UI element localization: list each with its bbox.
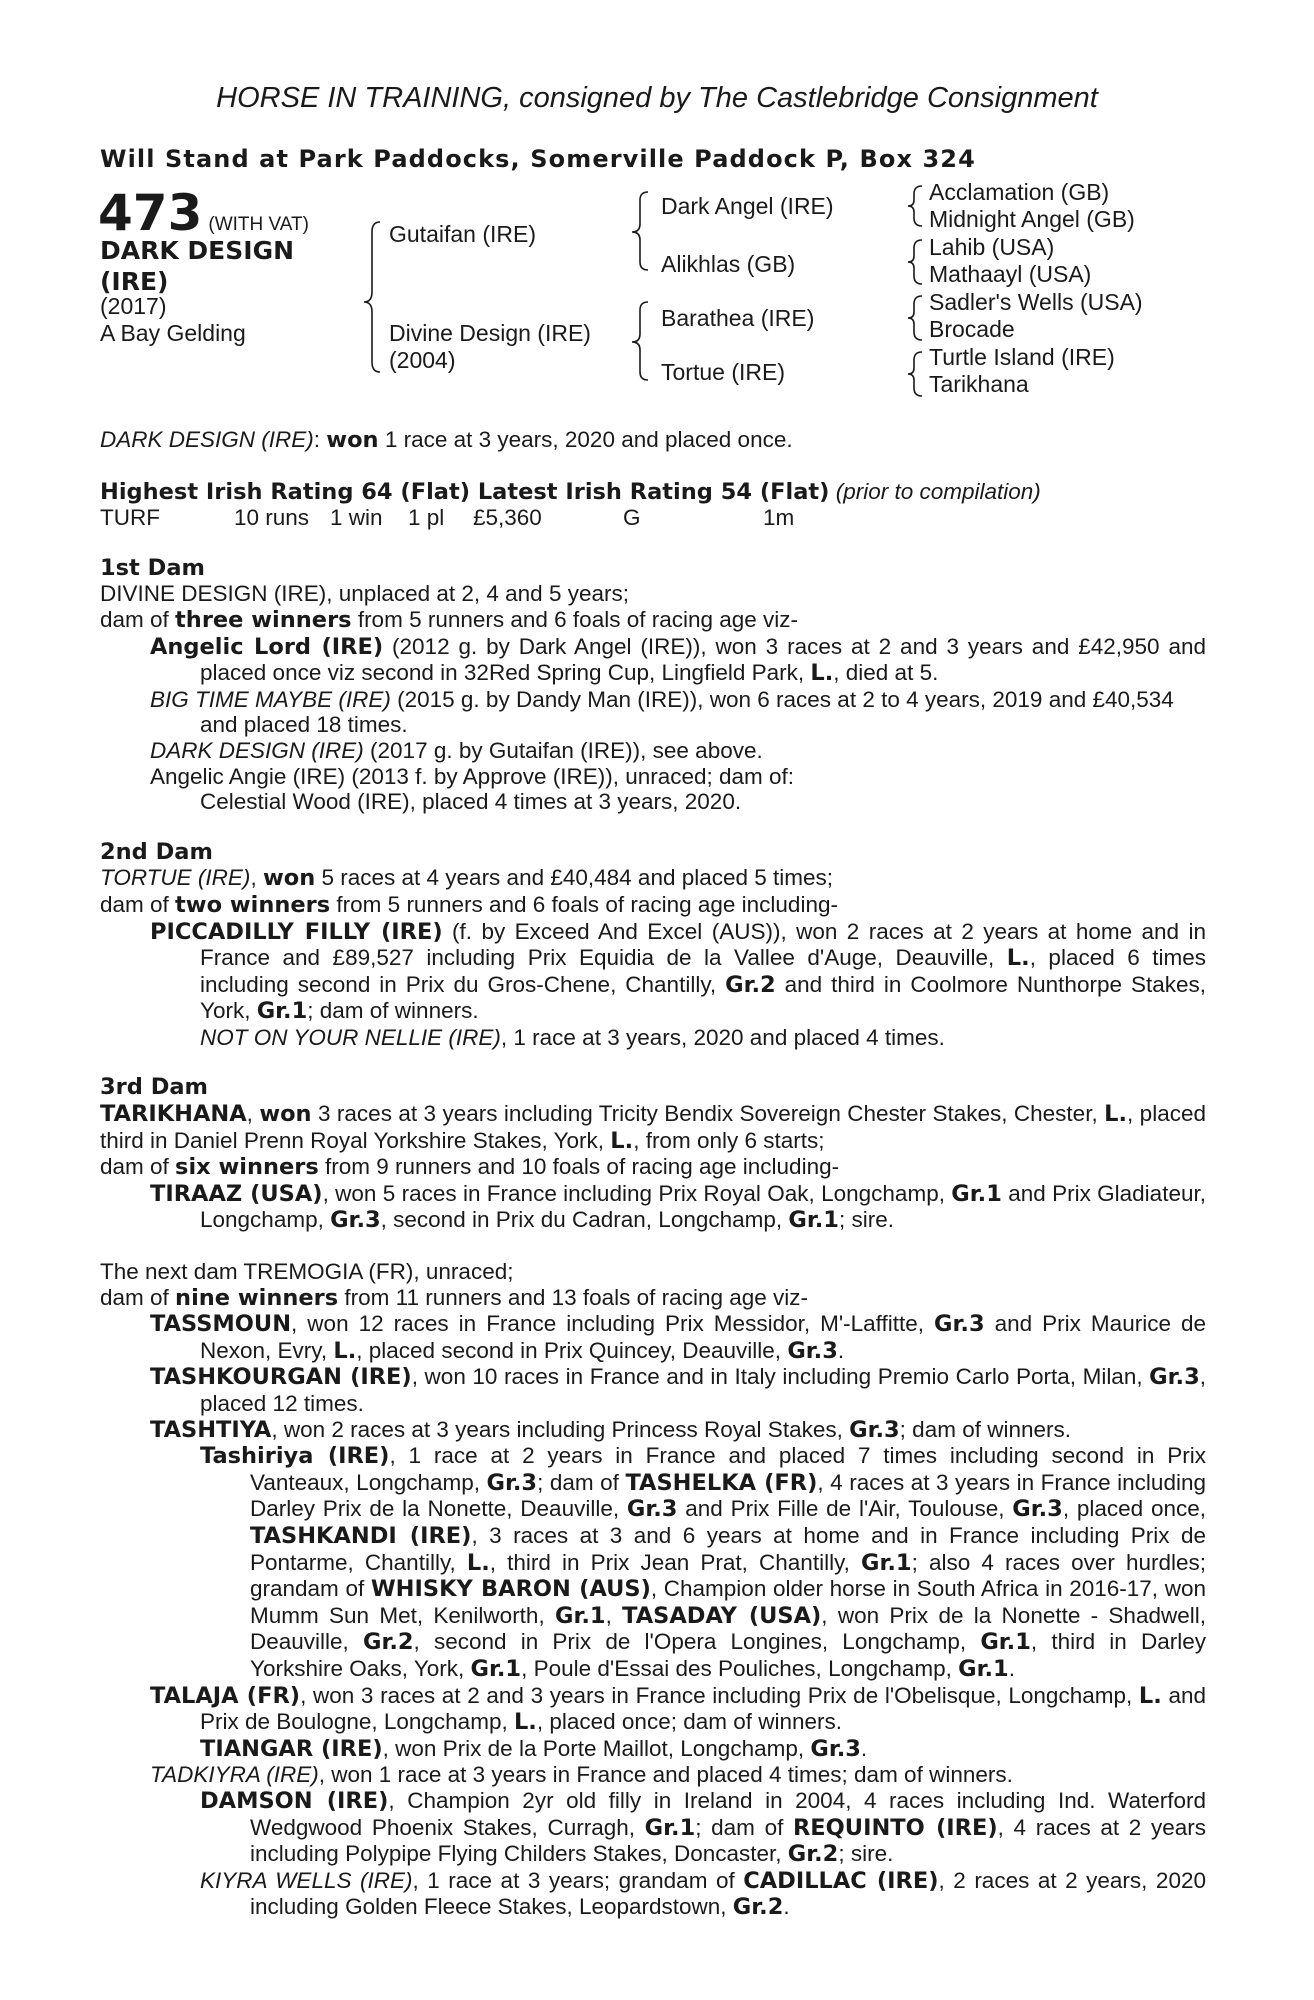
sire-dam-name: Alikhlas (GB) <box>661 251 796 277</box>
horse-name-line2: (IRE) <box>100 267 169 296</box>
produce-entry: PICCADILLY FILLY (IRE) (f. by Exceed And Excel (AUS)), won 2 races at 2 years at home and in France and £89,527 including Prix Equidia de la Vallee d'Auge, Deauville, L., placed 6 times including second in Prix du Gros-Chene, Chantilly, Gr.2 and third in Coolmore Nunthorpe Stakes, York, Gr.1; dam of winners. <box>150 918 1206 1025</box>
dam-sire-name: Barathea (IRE) <box>661 305 815 331</box>
ancestor-4: Mathaayl (USA) <box>929 261 1092 287</box>
vat-note: (WITH VAT) <box>208 214 309 235</box>
horse-details <box>100 293 246 347</box>
produce-entry: TASSMOUN, won 12 races in France including Prix Messidor, M'-Laffitte, Gr.3 and Prix Maurice de Nexon, Evry, L., placed second in Prix Quincey, Deauville, Gr.3. <box>150 1311 1206 1364</box>
horse-name <box>100 235 340 297</box>
lot-header <box>98 184 309 242</box>
brace-g3 <box>908 296 922 340</box>
catalogue-body <box>100 427 1206 1921</box>
brace-gen1 <box>364 222 380 372</box>
produce-entry: TASHTIYA, won 2 races at 3 years including Princess Royal Stakes, Gr.3; dam of winners. <box>150 1416 1071 1443</box>
produce-entry: TIRAAZ (USA), won 5 races in France including Prix Royal Oak, Longchamp, Gr.1 and Prix Gladiateur, Longchamp, Gr.3, second in Prix du Cadran, Longchamp, Gr.1; sire. <box>150 1180 1206 1234</box>
horse-description: A Bay Gelding <box>100 320 246 346</box>
ancestor-7: Turtle Island (IRE) <box>929 344 1115 370</box>
lot-number: 473 <box>98 184 203 242</box>
first-dam-line: DIVINE DESIGN (IRE), unplaced at 2, 4 and 5 years; <box>100 581 629 607</box>
produce-subentry: NOT ON YOUR NELLIE (IRE), 1 race at 3 years, 2020 and placed 4 times. <box>200 1024 945 1050</box>
page-title: HORSE IN TRAINING, consigned by The Castlebridge Consignment <box>216 82 1098 114</box>
brace-g4 <box>908 352 922 396</box>
brace-g2 <box>908 240 922 284</box>
second-dam-produce: dam of two winners from 5 runners and 6 foals of racing age including- <box>100 891 838 918</box>
horse-name-line1: DARK DESIGN <box>100 236 295 265</box>
second-dam-title: 2nd Dam <box>100 838 213 865</box>
ancestor-6: Brocade <box>929 316 1015 342</box>
first-dam-title: 1st Dam <box>100 554 205 581</box>
third-dam-line: TARIKHANA, won 3 races at 3 years including Tricity Bendix Sovereign Chester Stakes, Chester, L., placed third in Daniel Prenn Royal Yorkshire Stakes, York, L., from only 6 starts; <box>100 1101 1206 1154</box>
produce-subentry: Celestial Wood (IRE), placed 4 times at 3 years, 2020. <box>200 789 742 815</box>
produce-entry: Angelic Angie (IRE) (2013 f. by Approve (IRE)), unraced; dam of: <box>150 763 795 789</box>
foaling-year: (2017) <box>100 293 167 319</box>
rating-line: Highest Irish Rating 64 (Flat) Latest Irish Rating 54 (Flat) (prior to compilation) <box>100 478 1041 505</box>
produce-entry: TASHKOURGAN (IRE), won 10 races in France and in Italy including Premio Carlo Porta, Milan, Gr.3, placed 12 times. <box>150 1364 1206 1416</box>
second-dam-line: TORTUE (IRE), won 5 races at 4 years and £40,484 and placed 5 times; <box>100 865 834 892</box>
produce-subentry: KIYRA WELLS (IRE), 1 race at 3 years; grandam of CADILLAC (IRE), 2 races at 2 years, 2020 including Golden Fleece Stakes, Leopardstown, Gr.2. <box>200 1867 1206 1921</box>
sire-name: Gutaifan (IRE) <box>389 221 536 247</box>
produce-subentry: DAMSON (IRE), Champion 2yr old filly in Ireland in 2004, 4 races including Ind. Waterford Wedgwood Phoenix Stakes, Curragh, Gr.1; dam of REQUINTO (IRE), 4 races at 2 years including Polypipe Flying Childers Stakes, Doncaster, Gr.2; sire. <box>200 1787 1206 1868</box>
dam-dam-name: Tortue (IRE) <box>661 359 785 385</box>
ancestor-8: Tarikhana <box>929 371 1029 397</box>
dam-name: Divine Design (IRE) <box>389 320 591 346</box>
produce-entry: TADKIYRA (IRE), won 1 race at 3 years in France and placed 4 times; dam of winners. <box>150 1762 1013 1788</box>
dam-year: (2004) <box>389 347 456 373</box>
ancestor-1: Acclamation (GB) <box>929 179 1110 205</box>
produce-subentry: TIANGAR (IRE), won Prix de la Porte Maillot, Longchamp, Gr.3. <box>200 1735 868 1762</box>
turf-record: TURF 10 runs 1 win 1 pl £5,360 G 1m <box>100 505 795 531</box>
produce-entry: DARK DESIGN (IRE) (2017 g. by Gutaifan (IRE)), see above. <box>150 737 763 763</box>
ancestor-5: Sadler's Wells (USA) <box>929 289 1143 315</box>
sire-sire-name: Dark Angel (IRE) <box>661 193 834 219</box>
brace-sire <box>632 192 648 270</box>
stand-location: Will Stand at Park Paddocks, Somerville Paddock P, Box 324 <box>100 145 976 173</box>
third-dam-produce: dam of six winners from 9 runners and 10 foals of racing age including- <box>100 1154 840 1181</box>
ancestor-2: Midnight Angel (GB) <box>929 206 1135 232</box>
produce-subentry: Tashiriya (IRE), 1 race at 2 years in France and placed 7 times including second in Prix Vanteaux, Longchamp, Gr.3; dam of TASHELKA (FR), 4 races at 3 years in France including Darley Prix de la Nonette, Deauville, Gr.3 and Prix Fille de l'Air, Toulouse, Gr.3, placed once, TASHKANDI (IRE), 3 races at 3 and 6 years at home and in France including Prix de Pontarme, Chantilly, L., third in Prix Jean Prat, Chantilly, Gr.1; also 4 races over hurdles; grandam of WHISKY BARON (AUS), Champion older horse in South Africa in 2016-17, won Mumm Sun Met, Kenilworth, Gr.1, TASADAY (USA), won Prix de la Nonette - Shadwell, Deauville, Gr.2, second in Prix de l'Opera Longines, Longchamp, Gr.1, third in Darley Yorkshire Oaks, York, Gr.1, Poule d'Essai des Pouliches, Longchamp, Gr.1. <box>200 1443 1207 1682</box>
produce-entry: Angelic Lord (IRE) (2012 g. by Dark Angel (IRE)), won 3 races at 2 and 3 years and £42,950 and placed once viz second in 32Red Spring Cup, Lingfield Park, L., died at 5. <box>150 633 1206 687</box>
produce-entry: TALAJA (FR), won 3 races at 2 and 3 years in France including Prix de l'Obelisque, Longchamp, L. and Prix de Boulogne, Longchamp, L., placed once; dam of winners. <box>150 1682 1206 1736</box>
race-summary: DARK DESIGN (IRE): won 1 race at 3 years, 2020 and placed once. <box>100 427 793 453</box>
produce-entry: BIG TIME MAYBE (IRE) (2015 g. by Dandy Man (IRE)), won 6 races at 2 to 4 years, 2019 and £40,534 and placed 18 times. <box>150 686 1174 738</box>
first-dam-produce: dam of three winners from 5 runners and 6 foals of racing age viz- <box>100 606 799 633</box>
brace-dam <box>632 302 648 380</box>
ancestor-3: Lahib (USA) <box>929 234 1055 260</box>
next-dam-produce: dam of nine winners from 11 runners and 13 foals of racing age viz- <box>100 1284 809 1311</box>
third-dam-title: 3rd Dam <box>100 1074 208 1101</box>
next-dam-line: The next dam TREMOGIA (FR), unraced; <box>100 1259 514 1285</box>
brace-g1 <box>908 186 922 226</box>
